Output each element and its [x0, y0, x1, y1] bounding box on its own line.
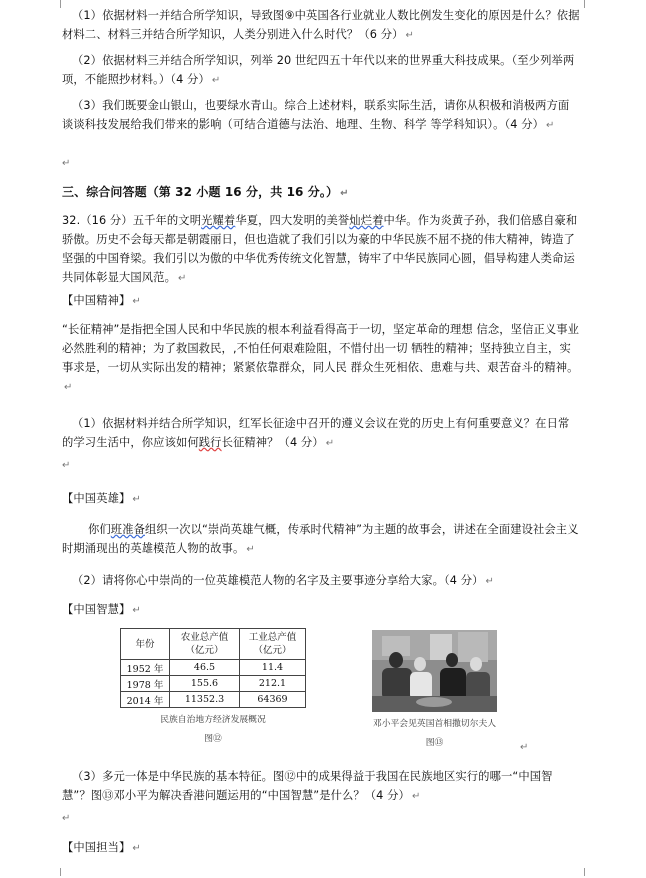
paragraph-mark-icon: ↵: [132, 296, 141, 307]
section-title: 三、综合问答题（第 32 小题 16 分，共 16 分。） ↵: [62, 185, 349, 199]
economy-table: [120, 628, 306, 708]
underlined-word: 践行: [198, 436, 222, 449]
figure-12-label: 图⑫: [204, 734, 222, 744]
paragraph-mark-icon: ↵: [64, 382, 73, 393]
figure-13-photo: [372, 630, 497, 748]
table-row: [121, 692, 306, 708]
paragraph-mark-icon: ↵: [485, 576, 494, 587]
table-row: [121, 676, 306, 692]
paragraph-mark-icon: ↵: [325, 438, 335, 449]
table-cell: 46.5: [170, 660, 240, 676]
table-cell: 155.6: [170, 676, 240, 692]
paragraph-mark-icon: ↵: [177, 273, 187, 284]
historical-photo: [372, 630, 497, 712]
crop-mark-bottom-left: [52, 868, 61, 876]
paragraph-mark-icon: ↵: [546, 120, 555, 131]
heading-china-duty: 【中国担当】 ↵: [62, 841, 141, 854]
heading-china-spirit: 【中国精神】 ↵: [62, 294, 141, 307]
crop-mark-top-right: [584, 0, 593, 8]
paragraph-mark-icon: ↵: [62, 460, 71, 471]
table-cell: 1978 年: [121, 676, 170, 692]
figure-12-table: [120, 628, 306, 744]
paragraph-mark-icon: ↵: [132, 494, 141, 505]
question-2-material: （2）依据材料三并结合所学知识，列举 20 世纪四五十年代以来的世界重大科技成果。（至少列举两项，不能照抄材料。）（4 分） ↵: [62, 54, 575, 86]
paragraph-mark-icon: ↵: [211, 75, 221, 86]
figure-13-label: 图⑬: [425, 738, 444, 748]
question-32-intro: 32.（16 分）五千年的文明光耀着华夏，四大发明的美誉灿烂着中华。作为炎黄子孙，我们倍感自豪和骄傲。历史不会每天都是朝霞丽日，但也造就了我们引以为豪的中华民族不屈不挠的伟大精神，铸造了坚强的中国脊梁。我们引以为傲的中华优秀传统文化智慧，铸牢了中华民族同心圆，倡导构建人类命运共同体彰显大国风范。 ↵: [62, 214, 578, 284]
underlined-word: 灿烂着: [349, 214, 384, 227]
heading-china-wisdom: 【中国智慧】 ↵: [62, 603, 141, 616]
paragraph-mark-icon: ↵: [132, 843, 141, 854]
question-1-long-march: （1）依据材料并结合所学知识，红军长征途中召开的遵义会议在党的历史上有何重要意义？在日常的学习生活中，你应该如何践行长征精神？（4 分） ↵: [62, 417, 570, 449]
table-header-cell: 年份: [121, 629, 170, 660]
figure-12-caption: 民族自治地方经济发展概况: [160, 715, 266, 725]
paragraph-mark-icon: ↵: [340, 188, 349, 199]
paragraph-mark-icon: ↵: [62, 813, 71, 824]
paragraph-mark-icon: ↵: [132, 605, 141, 616]
question-3-wisdom: （3）多元一体是中华民族的基本特征。图⑫中的成果得益于我国在民族地区实行的哪一“中国智慧”？图⑬邓小平为解决香港问题运用的“中国智慧”是什么？（4 分） ↵: [62, 770, 553, 802]
table-cell: 64369: [240, 692, 306, 708]
crop-mark-bottom-right: [584, 868, 593, 876]
table-row: [121, 660, 306, 676]
paragraph-mark-icon: ↵: [62, 158, 71, 169]
table-header-cell: 农业总产值（亿元）: [170, 629, 240, 660]
paragraph-mark-icon: ↵: [246, 544, 255, 555]
photo-illustration: [372, 630, 497, 712]
question-1-material: （1）依据材料一并结合所学知识，导致图⑨中英国各行业就业人数比例发生变化的原因是什么？依据材料二、材料三并结合所学知识，人类分别进入什么时代？（6 分） ↵: [62, 9, 580, 41]
heading-china-hero: 【中国英雄】 ↵: [62, 492, 141, 505]
table-header-cell: 工业总产值（亿元）: [240, 629, 306, 660]
crop-mark-top-left: [52, 0, 61, 8]
table-cell: 212.1: [240, 676, 306, 692]
long-march-spirit-text: “长征精神”是指把全国人民和中华民族的根本利益看得高于一切，坚定革命的理想 信念，坚信正义事业必然胜利的精神；为了救国救民，,不怕任何艰难险阻，不惜付出一切 牺牲的精神；坚持独立自主，实事求是，一切从实际出发的精神；紧紧依靠群众，同人民 群众生死相依、患难与共、艰苦奋斗的精神。↵: [62, 323, 580, 393]
underlined-word: 班准备: [110, 523, 145, 536]
table-cell: 1952 年: [121, 660, 170, 676]
paragraph-mark-icon: ↵: [405, 30, 414, 41]
table-cell: 2014 年: [121, 692, 170, 708]
table-cell: 11.4: [240, 660, 306, 676]
table-header-row: [121, 629, 306, 660]
hero-story-text: 你们班准备组织一次以“崇尚英雄气概，传承时代精神”为主题的故事会，讲述在全面建设社会主义时期涌现出的英雄模范人物的故事。 ↵: [62, 523, 579, 555]
paragraph-mark-icon: ↵: [411, 791, 421, 802]
question-3-material: （3）我们既要金山银山，也要绿水青山。综合上述材料，联系实际生活，请你从积极和消极两方面谈谈科技发展给我们带来的影响（可结合道德与法治、地理、生物、科学 等学科知识）。（4 分） ↵: [62, 99, 570, 131]
question-2-hero: （2）请将你心中崇尚的一位英雄模范人物的名字及主要事迹分享给大家。（4 分） ↵: [72, 574, 494, 587]
figure-13-caption: 邓小平会见英国首相撒切尔夫人: [372, 719, 497, 729]
table-cell: 11352.3: [170, 692, 240, 708]
paragraph-mark-icon: ↵: [520, 742, 529, 753]
underlined-word: 光耀着: [201, 214, 236, 227]
